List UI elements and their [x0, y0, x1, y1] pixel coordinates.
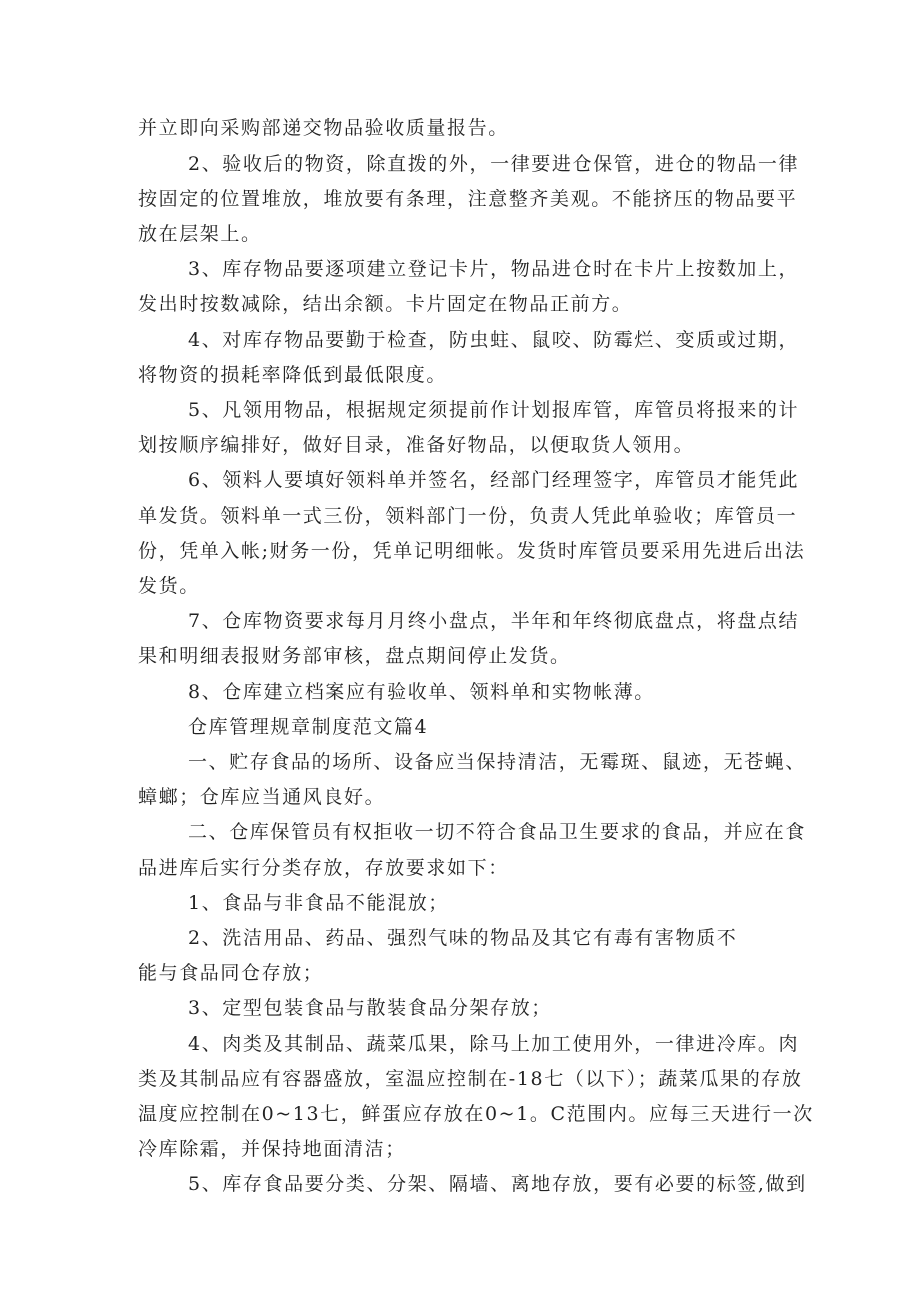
- text-line: 类及其制品应有容器盛放，室温应控制在-18七（以下）；蔬菜瓜果的存放: [138, 1068, 803, 1090]
- text-line: 并立即向采购部递交物品验收质量报告。: [138, 117, 509, 139]
- text-line: 按固定的位置堆放，堆放要有条理，注意整齐美观。不能挤压的物品要平: [138, 188, 798, 210]
- text-line: 2、验收后的物资，除直拨的外，一律要进仓保管，进仓的物品一律: [188, 153, 800, 175]
- text-line: 发出时按数减除，结出余额。卡片固定在物品正前方。: [138, 293, 633, 315]
- text-line: 8、仓库建立档案应有验收单、领料单和实物帐薄。: [188, 681, 655, 703]
- text-line: 二、仓库保管员有权拒收一切不符合食品卫生要求的食品，并应在食: [188, 821, 807, 843]
- text-line: 5、凡领用物品，根据规定须提前作计划报库管，库管员将报来的计: [188, 399, 800, 421]
- text-line: 发货。: [138, 575, 200, 597]
- text-line: 5、库存食品要分类、分架、隔墙、离地存放，要有必要的标签,做到: [188, 1173, 807, 1195]
- text-line: 3、库存物品要逐项建立登记卡片，物品进仓时在卡片上按数加上，: [188, 258, 800, 280]
- text-line: 6、领料人要填好领料单并签名，经部门经理签字，库管员才能凭此: [188, 469, 800, 491]
- text-line: 单发货。领料单一式三份，领料部门一份，负责人凭此单验收；库管员一: [138, 505, 798, 527]
- text-line: 果和明细表报财务部审核，盘点期间停止发货。: [138, 645, 571, 667]
- text-line: 2、洗洁用品、药品、强烈气味的物品及其它有毒有害物质不: [188, 927, 738, 949]
- text-line: 1、食品与非食品不能混放；: [188, 892, 449, 914]
- text-line: 7、仓库物资要求每月月终小盘点，半年和年终彻底盘点，将盘点结: [188, 610, 800, 632]
- text-line: 能与食品同仓存放；: [138, 962, 324, 984]
- text-line: 冷库除霜，并保持地面清洁；: [138, 1138, 406, 1160]
- text-line: 品进库后实行分类存放，存放要求如下：: [138, 857, 509, 879]
- text-line: 一、贮存食品的场所、设备应当保持清洁，无霉斑、鼠迹，无苍蝇、: [188, 751, 807, 773]
- text-line: 将物资的损耗率降低到最低限度。: [138, 364, 448, 386]
- text-line: 蟑螂；仓库应当通风良好。: [138, 786, 386, 808]
- text-line: 温度应控制在0~13七，鲜蛋应存放在0~1。C范围内。应每三天进行一次: [138, 1103, 814, 1125]
- text-line: 份，凭单入帐;财务一份，凭单记明细帐。发货时库管员要采用先进后出法: [138, 540, 806, 562]
- section-heading: 仓库管理规章制度范文篇4: [188, 716, 429, 738]
- text-line: 划按顺序编排好，做好目录，准备好物品，以便取货人领用。: [138, 434, 695, 456]
- text-line: 4、肉类及其制品、蔬菜瓜果，除马上加工使用外，一律进冷库。肉: [188, 1033, 800, 1055]
- text-line: 4、对库存物品要勤于检查，防虫蛀、鼠咬、防霉烂、变质或过期，: [188, 329, 800, 351]
- text-line: 放在层架上。: [138, 223, 262, 245]
- text-line: 3、定型包装食品与散装食品分架存放；: [188, 997, 552, 1019]
